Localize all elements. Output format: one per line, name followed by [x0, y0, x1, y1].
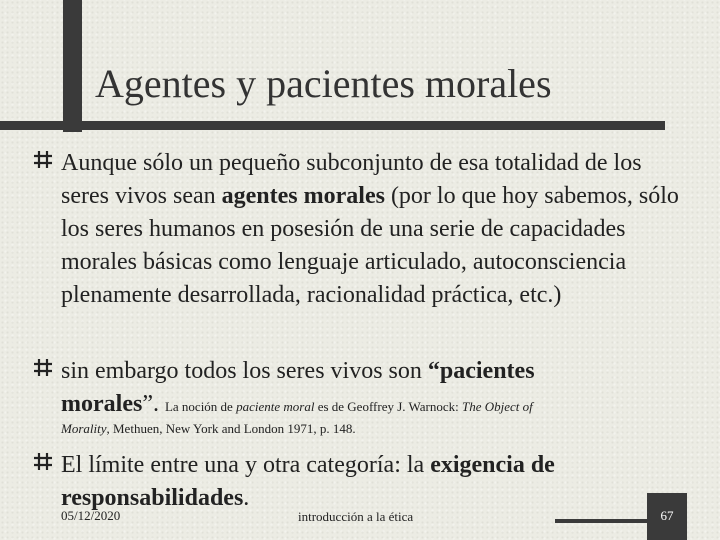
footnote-book-title: The Object of	[462, 399, 533, 414]
page-number-box	[647, 493, 687, 540]
bullet3-text: El límite entre una y otra categoría: la	[61, 452, 431, 478]
footnote-intro: La noción de	[164, 399, 237, 414]
bullet2-bold: “pacientes	[427, 358, 535, 384]
bullet-pacientes	[61, 355, 691, 423]
decorative-title-rule	[0, 121, 665, 130]
citation-line	[61, 421, 356, 437]
bullet-agentes	[61, 147, 691, 312]
bullet1-text-end: (por lo que hoy sabemos, sólo los seres humanos en posesión de una serie de capacidades morales básicas como lenguaje articulado, autoconsciencia plenamente desarrollada, racionalidad práctica, etc.)	[61, 183, 679, 308]
bullet2-text-end: ”.	[142, 391, 165, 417]
bullet2-bold: morales	[61, 391, 143, 417]
bullet2-text: sin embargo todos los seres vivos son	[61, 358, 428, 384]
footnote-term: paciente moral	[236, 399, 315, 414]
citation-details: , Methuen, New York and London 1971, p. 148.	[106, 421, 356, 436]
bullet3-text-end: .	[243, 485, 250, 511]
bullet1-bold: agentes morales	[221, 183, 385, 209]
bullet3-bold: exigencia de responsabilidades	[61, 452, 555, 511]
bullet-limite	[61, 449, 691, 515]
footer-course-title: introducción a la ética	[298, 509, 414, 524]
decorative-vertical-bar	[63, 0, 82, 132]
footer-date: 05/12/2020	[61, 508, 121, 523]
decorative-footer-rule	[555, 519, 647, 523]
footnote-author: es de Geoffrey J. Warnock:	[314, 399, 463, 414]
page-number: 67	[660, 508, 674, 523]
citation-book-title: Morality	[61, 421, 107, 436]
hash-bullet-icon	[33, 149, 53, 169]
hash-bullet-icon	[33, 357, 53, 377]
hash-bullet-icon	[33, 451, 53, 471]
slide-title: Agentes y pacientes morales	[95, 61, 552, 106]
bullet1-text: Aunque sólo un pequeño subconjunto de esa totalidad de los seres vivos sean	[61, 150, 642, 209]
